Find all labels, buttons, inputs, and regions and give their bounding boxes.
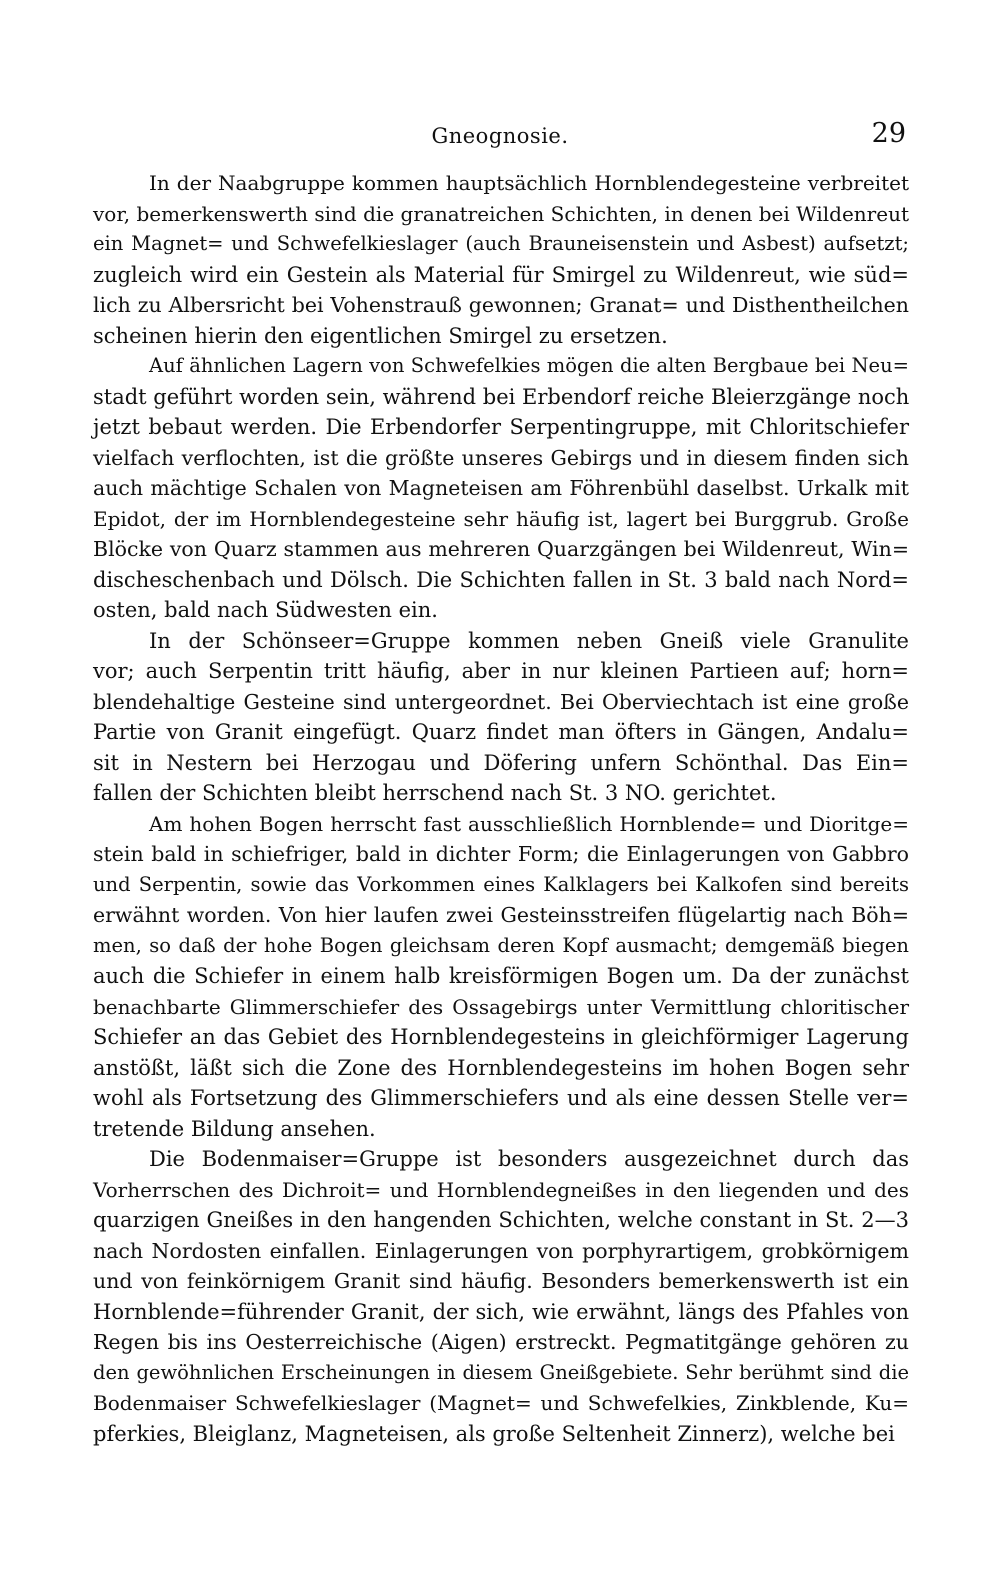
running-title: Gneognosie. [431,124,569,148]
text-line: tretende Bildung ansehen. [93,1116,376,1141]
text-line: und von feinkörnigem Granit sind häufig. Besonders bemerkenswerth ist ein [93,1269,909,1293]
text-line: auch die Schiefer in einem halb kreisförmigen Bogen um. Da der zunächst [93,964,909,988]
text-line: auch mächtige Schalen von Magneteisen am Föhrenbühl daselbst. Urkalk mit [93,476,909,500]
text-line: wohl als Fortsetzung des Glimmerschiefers und als eine dessen Stelle ver= [93,1086,909,1110]
text-line: Blöcke von Quarz stammen aus mehreren Quarzgängen bei Wildenreut, Win= [93,537,909,561]
page-number: 29 [871,118,906,149]
text-line: vor; auch Serpentin tritt häufig, aber in nur kleinen Partieen auf; horn= [93,659,909,683]
text-line: discheschenbach und Dölsch. Die Schichten fallen in St. 3 bald nach Nord= [93,567,909,592]
text-line: pferkies, Bleiglanz, Magneteisen, als große Seltenheit Zinnerz), welche bei [93,1421,895,1446]
text-line: ein Magnet= und Schwefelkieslager (auch Brauneisenstein und Asbest) aufsetzt; [93,232,909,255]
paragraph [93,809,909,1145]
text-line: Schiefer an das Gebiet des Hornblendegesteins in gleichförmiger Lagerung [93,1025,909,1049]
paragraph [93,351,909,626]
text-line: Partie von Granit eingefügt. Quarz findet man öfters in Gängen, Andalu= [93,720,909,744]
text-line: jetzt bebaut werden. Die Erbendorfer Serpentingruppe, mit Chloritschiefer [93,415,909,439]
text-line: nach Nordosten einfallen. Einlagerungen von porphyrartigem, grobkörnigem [93,1238,909,1263]
text-line: Hornblende=führender Granit, der sich, wie erwähnt, längs des Pfahles von [93,1299,909,1324]
text-line: Die Bodenmaiser=Gruppe ist besonders ausgezeichnet durch das [149,1147,909,1171]
body-text [93,168,909,1449]
text-line: zugleich wird ein Gestein als Material für Smirgel zu Wildenreut, wie süd= [93,262,909,287]
text-line: Vorherrschen des Dichroit= und Hornblendegneißes in den liegenden und des [93,1177,909,1202]
text-line: erwähnt worden. Von hier laufen zwei Gesteinsstreifen flügelartig nach Böh= [93,903,909,927]
text-line: anstößt, läßt sich die Zone des Hornblendegesteins im hohen Bogen sehr [93,1055,909,1080]
paragraph [93,168,909,351]
text-line: men, so daß der hohe Bogen gleichsam deren Kopf ausmacht; demgemäß biegen [93,933,909,957]
text-line: In der Schönseer=Gruppe kommen neben Gneiß viele Granulite [149,628,909,653]
text-line: Am hohen Bogen herrscht fast ausschließlich Hornblende= und Dioritge= [149,811,909,836]
text-line: benachbarte Glimmerschiefer des Ossagebirgs unter Vermittlung chloritischer [93,994,909,1019]
page-header [92,112,908,152]
text-line: den gewöhnlichen Erscheinungen in diesem Gneißgebiete. Sehr berühmt sind die [93,1360,909,1384]
paragraph [93,626,909,809]
text-line: stein bald in schiefriger, bald in dichter Form; die Einlagerungen von Gabbro [93,842,909,866]
text-line: quarzigen Gneißes in den hangenden Schichten, welche constant in St. 2—3 [93,1208,909,1232]
text-line: In der Naabgruppe kommen hauptsächlich Hornblendegesteine verbreitet [149,171,909,195]
text-line: sit in Nestern bei Herzogau und Döfering unfern Schönthal. Das Ein= [93,750,909,775]
text-line: fallen der Schichten bleibt herrschend nach St. 3 NO. gerichtet. [93,781,777,805]
text-line: osten, bald nach Südwesten ein. [93,598,438,622]
text-line: blendehaltige Gesteine sind untergeordnet. Bei Oberviechtach ist eine große [93,689,909,714]
text-line: Bodenmaiser Schwefelkieslager (Magnet= und Schwefelkies, Zinkblende, Ku= [93,1391,909,1415]
text-line: und Serpentin, sowie das Vorkommen eines Kalklagers bei Kalkofen sind bereits [93,872,909,896]
text-line: Auf ähnlichen Lagern von Schwefelkies mögen die alten Bergbaue bei Neu= [149,354,909,377]
text-line: Regen bis ins Oesterreichische (Aigen) erstreckt. Pegmatitgänge gehören zu [93,1330,909,1354]
text-line: lich zu Albersricht bei Vohenstrauß gewonnen; Granat= und Disthentheilchen [93,293,909,317]
text-line: Epidot, der im Hornblendegesteine sehr häufig ist, lagert bei Burggrub. Große [93,506,909,531]
text-line: vielfach verflochten, ist die größte unseres Gebirgs und in diesem finden sich [93,445,909,470]
paragraph [93,1144,909,1449]
text-line: vor, bemerkenswerth sind die granatreichen Schichten, in denen bei Wildenreut [93,201,909,226]
text-line: stadt geführt worden sein, während bei Erbendorf reiche Bleierzgänge noch [93,384,910,409]
text-line: scheinen hierin den eigentlichen Smirgel zu ersetzen. [93,323,668,348]
